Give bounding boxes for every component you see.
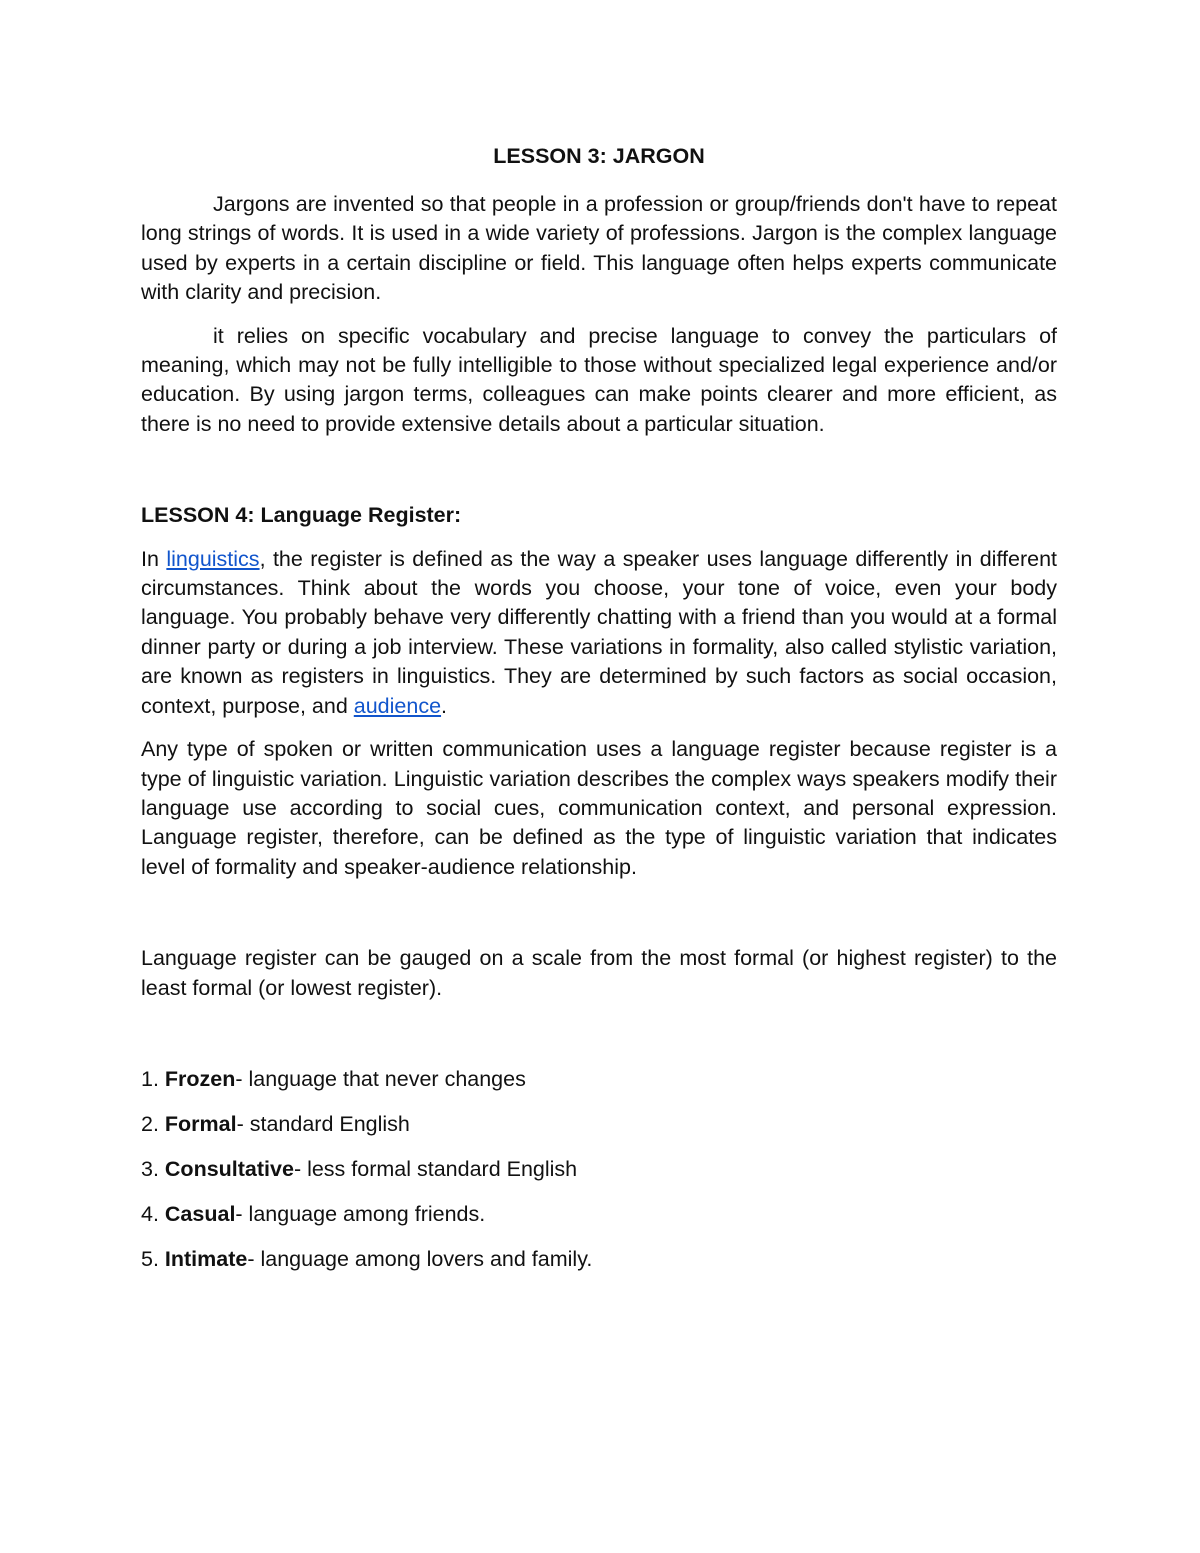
lesson-4-paragraph-3: Language register can be gauged on a scale from the most formal (or highest register) to the least formal (or lowest register). (141, 946, 1057, 1000)
lesson-3-paragraph-2: it relies on specific vocabulary and precise language to convey the particulars of meaning, which may not be fully intelligible to those without specialized legal experience and/or education. By using jargon terms, colleagues can make points clearer and more efficient, as there is no need to provide extensive details about a particular situation. (141, 323, 1057, 436)
list-item (141, 1245, 1057, 1274)
paragraph-text: , the register is defined as the way a speaker uses language differently in different circumstances. Think about the words you choose, your tone of voice, even your body language. You probably behave very differently chatting with a friend than you would at a formal dinner party or during a job interview. These variations in formality, also called stylistic variation, are known as registers in linguistics. They are determined by such factors as social occasion, context, purpose, and (141, 546, 1058, 718)
list-number: 3. (141, 1156, 165, 1181)
linguistics-link[interactable]: linguistics (166, 546, 260, 571)
paragraph-text: . (441, 693, 448, 718)
lesson-3-title: LESSON 3: JARGON (493, 144, 705, 168)
list-number: 4. (141, 1201, 165, 1226)
list-number: 1. (141, 1066, 165, 1091)
register-term: Frozen (164, 1066, 236, 1091)
register-list (141, 1065, 1057, 1274)
register-term: Intimate (164, 1246, 248, 1271)
lesson-4-paragraph-1 (141, 545, 1057, 721)
list-item (141, 1110, 1057, 1139)
register-term: Formal (164, 1111, 237, 1136)
lesson-4-heading: LESSON 4: Language Register: (141, 503, 462, 528)
register-term: Consultative (164, 1156, 294, 1181)
document-body (141, 138, 1057, 1290)
register-description: - language among lovers and family. (247, 1246, 593, 1271)
register-description: - standard English (236, 1111, 410, 1136)
audience-link[interactable]: audience (353, 693, 442, 718)
paragraph-text: In (141, 546, 167, 571)
list-item (141, 1065, 1057, 1094)
register-term: Casual (164, 1201, 236, 1226)
register-description: - language that never changes (235, 1066, 526, 1091)
lesson-3-paragraph-1: Jargons are invented so that people in a profession or group/friends don't have to repeat long strings of words. It is used in a wide variety of professions. Jargon is the complex language used by experts in a certain discipline or field. This language often helps experts communicate with clarity and precision. (141, 192, 1057, 305)
list-number: 5. (141, 1246, 165, 1271)
register-description: - language among friends. (235, 1201, 486, 1226)
register-description: - less formal standard English (293, 1156, 578, 1181)
list-item (141, 1155, 1057, 1184)
list-item (141, 1200, 1057, 1229)
lesson-4-paragraph-2: Any type of spoken or written communication uses a language register because register is a type of linguistic variation. Linguistic variation describes the complex ways speakers modify their language use according to social cues, communication context, and personal expression. Language register, therefore, can be defined as the type of linguistic variation that indicates level of formality and speaker-audience relationship. (141, 737, 1057, 879)
list-number: 2. (141, 1111, 165, 1136)
